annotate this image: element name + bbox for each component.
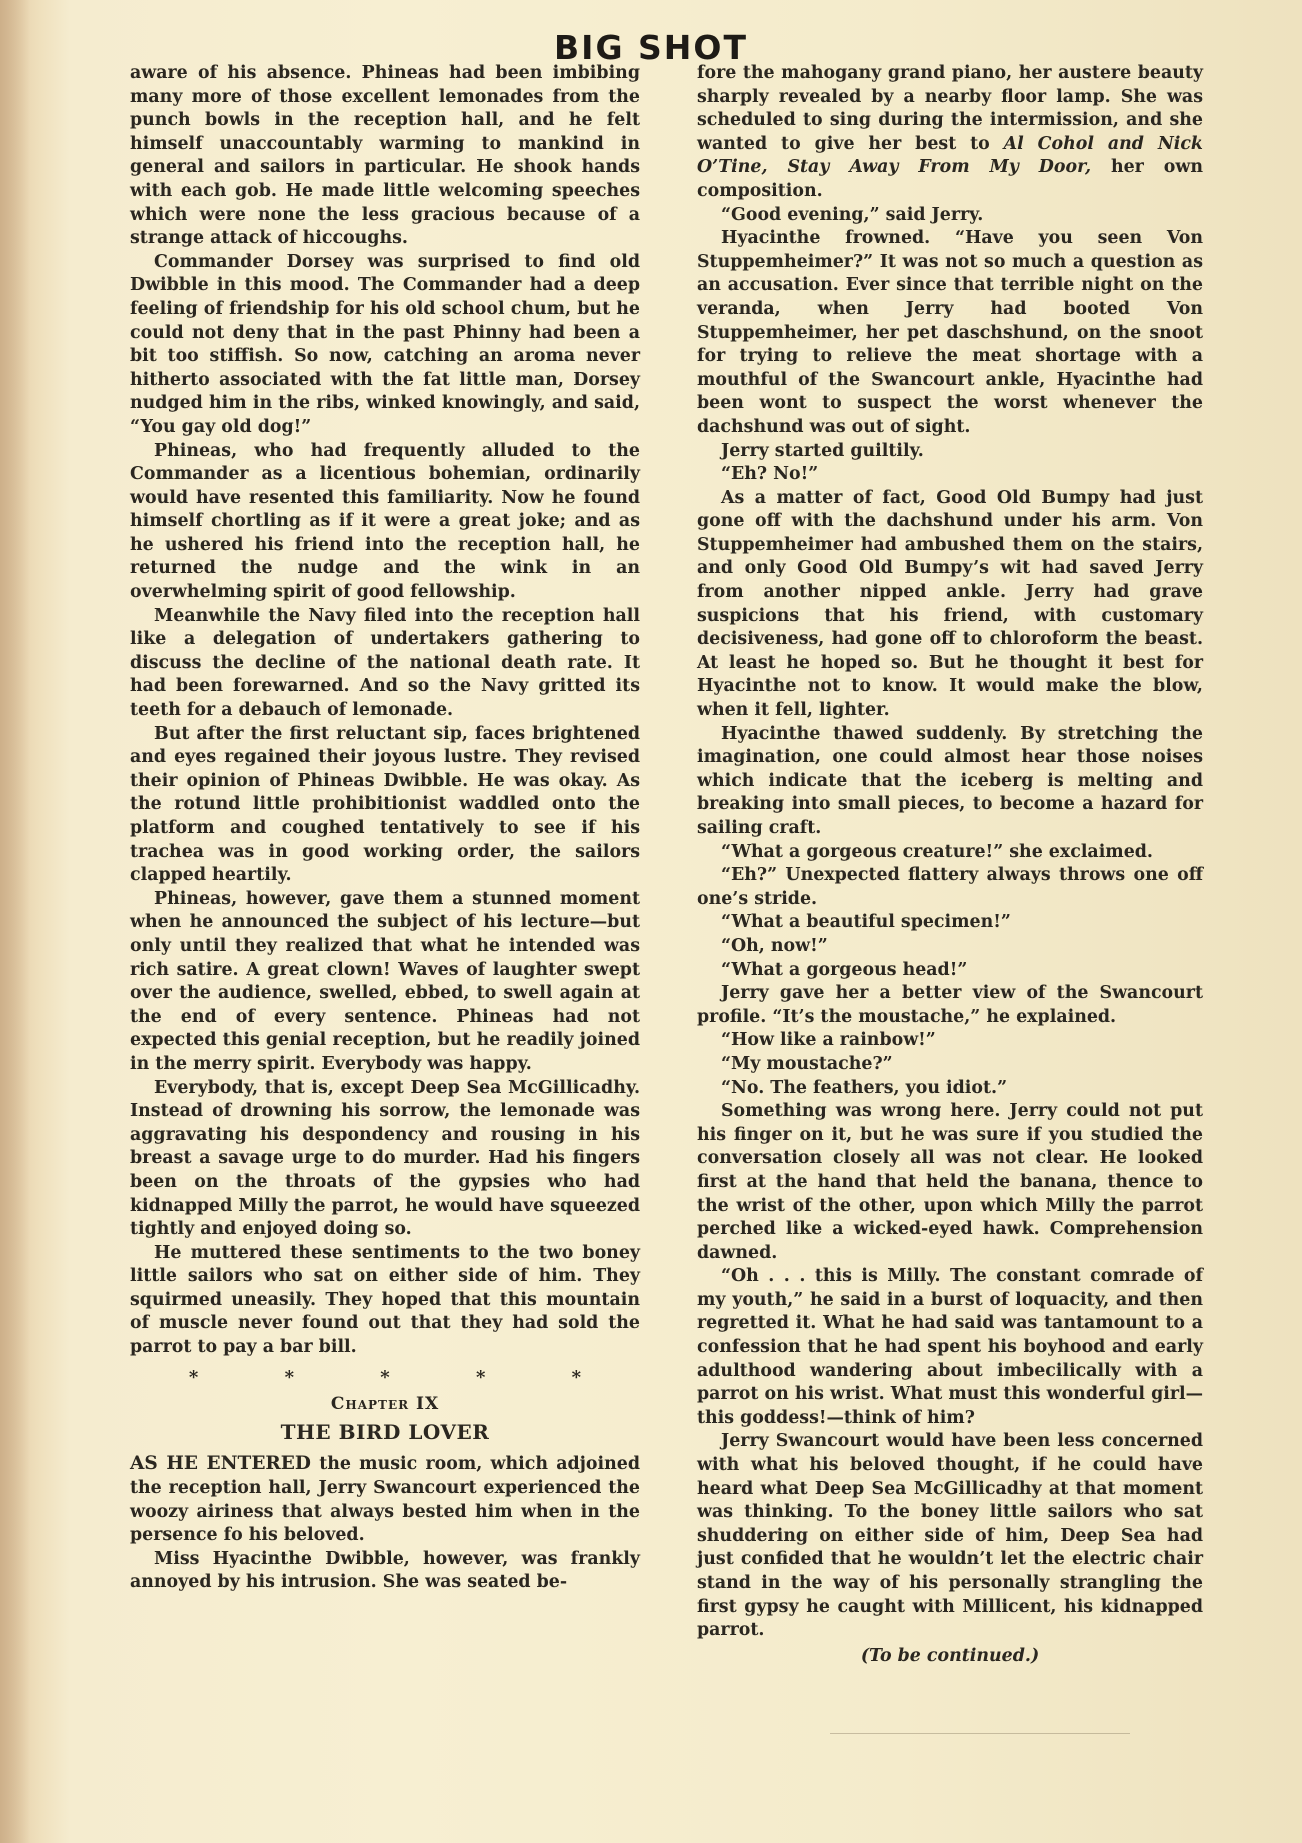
to-be-continued: (To be continued.): [860, 1645, 1040, 1666]
chapter-opening-text: the music room, which adjoined the reception hall, Jerry Swancourt experienced the woozy airiness that always bested him when in the persence fo his beloved.: [130, 1454, 640, 1546]
story-paragraph: “Eh? No!”: [721, 464, 819, 485]
bottom-rule: [830, 1733, 1130, 1734]
story-paragraph: “Eh?” Unexpected flattery always throws one off one’s stride.: [697, 865, 1203, 909]
chapter-opening-paragraph: [130, 1452, 640, 1547]
story-paragraph: Phineas, who had frequently alluded to the Commander as a licentious bohemian, ordinarily would have resented this familiarity. Now he found himself chortling as if it were a great joke; and as he ushered his friend into the reception hall, he returned the nudge and the wink in an overwhelming spirit of good fellowship.: [130, 440, 640, 603]
story-paragraph: Everybody, that is, except Deep Sea McGillicadhy. Instead of drowning his sorrow, the lemonade was aggravating his despondency and rousing in his breast a savage urge to do murder. Had his fingers been on the throats of the gypsies who had kidnapped Milly the parrot, he would have squeezed tightly and enjoyed doing so.: [130, 1077, 640, 1240]
story-paragraph: Jerry started guiltily.: [721, 440, 924, 461]
story-paragraph: aware of his absence. Phineas had been imbibing many more of those excellent lemonades from the punch bowls in the reception hall, and he felt himself unaccountably warming to mankind in general and sailors in particular. He shook hands with each gob. He made little welcoming speeches which were none the less gracious because of a strange attack of hiccoughs.: [130, 63, 640, 249]
story-paragraph: He muttered these sentiments to the two boney little sailors who sat on either side of him. They squirmed uneasily. They hoped that this mountain of muscle never found out that they had sold the parrot to pay a bar bill.: [130, 1242, 640, 1358]
story-paragraph: As a matter of fact, Good Old Bumpy had just gone off with the dachshund under his arm. Von Stuppemheimer had ambushed them on the stairs, and only Good Old Bumpy’s wit had saved Jerry from another nipped ankle. Jerry had grave suspicions that his friend, with customary decisiveness, had gone off to chloroform the beast. At least he hoped so. But he thought it best for Hyacinthe not to know. It would make the blow, when it fell, lighter.: [697, 487, 1203, 721]
story-paragraph: Phineas, however, gave them a stunned moment when he announced the subject of his lecture—but only until they realized that what he intended was rich satire. A great clown! Waves of laughter swept over the audience, swelled, ebbed, to swell again at the end of every sentence. Phineas had not expected this genial reception, but he readily joined in the merry spirit. Everybody was happy.: [130, 888, 640, 1074]
story-paragraph: “What a gorgeous creature!” she exclaimed.: [721, 841, 1153, 862]
story-paragraph: Commander Dorsey was surprised to find old Dwibble in this mood. The Commander had a deep feeling of friendship for his old school chum, but he could not deny that in the past Phinny had been a bit too stiffish. So now, catching an aroma never hitherto associated with the fat little man, Dorsey nudged him in the ribs, winked knowingly, and said, “You gay old dog!”: [130, 251, 640, 437]
story-paragraph: “No. The feathers, you idiot.”: [721, 1077, 1008, 1098]
story-paragraph: “Good evening,” said Jerry.: [721, 204, 984, 225]
story-paragraph: Hyacinthe thawed suddenly. By stretching the imagination, one could almost hear those noises which indicate that the iceberg is melting and breaking into small pieces, to become a hazard for sailing craft.: [697, 723, 1203, 838]
chapter-number: Chapter IX: [330, 1394, 440, 1415]
story-paragraph: Jerry Swancourt would have been less concerned with what his beloved thought, if he could have heard what Deep Sea McGillicadhy at that moment was thinking. To the boney little sailors who sat shuddering on either side of him, Deep Sea had just confided that he wouldn’t let the electric chair stand in the way of his personally strangling the first gypsy he caught with Millicent, his kidnapped parrot.: [697, 1431, 1203, 1641]
story-paragraph: “Oh . . . this is Milly. The constant comrade of my youth,” he said in a burst of loquacity, and then regretted it. What he had said was tantamount to a confession that he had spent his boyhood and early adulthood wandering about imbecilically with a parrot on his wrist. What must this wonderful girl—this goddess!—think of him?: [697, 1266, 1203, 1428]
paragraph-text: fore the mahogany grand piano, her austere beauty sharply revealed by a nearby floor lamp. She was scheduled to sing during the intermission, and she wanted to give her best to: [697, 63, 1203, 154]
story-paragraph: Miss Hyacinthe Dwibble, however, was frankly annoyed by his intrusion. She was seated be-: [130, 1548, 640, 1593]
story-paragraph: [697, 62, 1203, 204]
story-paragraph: Jerry gave her a better view of the Swancourt profile. “It’s the moustache,” he explained.: [697, 983, 1203, 1027]
story-paragraph: “Oh, now!”: [721, 935, 828, 956]
story-paragraph: “How like a rainbow!”: [721, 1030, 936, 1051]
chapter-lead-in: AS HE ENTERED: [130, 1453, 311, 1475]
story-paragraph: But after the first reluctant sip, faces brightened and eyes regained their joyous lustre. They revised their opinion of Phineas Dwibble. He was okay. As the rotund little prohibitionist waddled onto the platform and coughed tentatively to see if his trachea was in good working order, the sailors clapped heartily.: [130, 723, 640, 886]
right-column: [697, 62, 1203, 1668]
story-paragraph: “My moustache?”: [721, 1053, 893, 1074]
story-paragraph: “What a gorgeous head!”: [721, 959, 968, 980]
story-paragraph: “What a beautiful specimen!”: [721, 912, 1011, 933]
story-paragraph: Something was wrong here. Jerry could not put his finger on it, but he was sure if you studied the conversation closely all was not clear. He looked first at the hand that held the banana, thence to the wrist of the other, upon which Milly the parrot perched like a wicked-eyed hawk. Comprehension dawned.: [697, 1101, 1203, 1263]
song-title: Al Cohol and Nick O’Tine, Stay Away From My Door,: [697, 133, 1203, 178]
story-paragraph: Meanwhile the Navy filed into the reception hall like a delegation of undertakers gathering to discuss the decline of the national death rate. It had been forewarned. And so the Navy gritted its teeth for a debauch of lemonade.: [130, 605, 640, 721]
chapter-title: THE BIRD LOVER: [280, 1419, 490, 1444]
running-head-title: BIG SHOT: [554, 28, 748, 67]
story-paragraph: Hyacinthe frowned. “Have you seen Von Stuppemheimer?” It was not so much a question as an accusation. Ever since that terrible night on the veranda, when Jerry had booted Von Stuppemheimer, her pet daschshund, on the snoot for trying to relieve the meat shortage with a mouthful of the Swancourt ankle, Hyacinthe had been wont to suspect the worst whenever the dachshund was out of sight.: [697, 228, 1203, 437]
paragraph-text: her own composition.: [697, 157, 1203, 201]
page-edge: [0, 0, 30, 1843]
left-column: [130, 62, 640, 1595]
section-separator: * * * * *: [188, 1366, 622, 1388]
